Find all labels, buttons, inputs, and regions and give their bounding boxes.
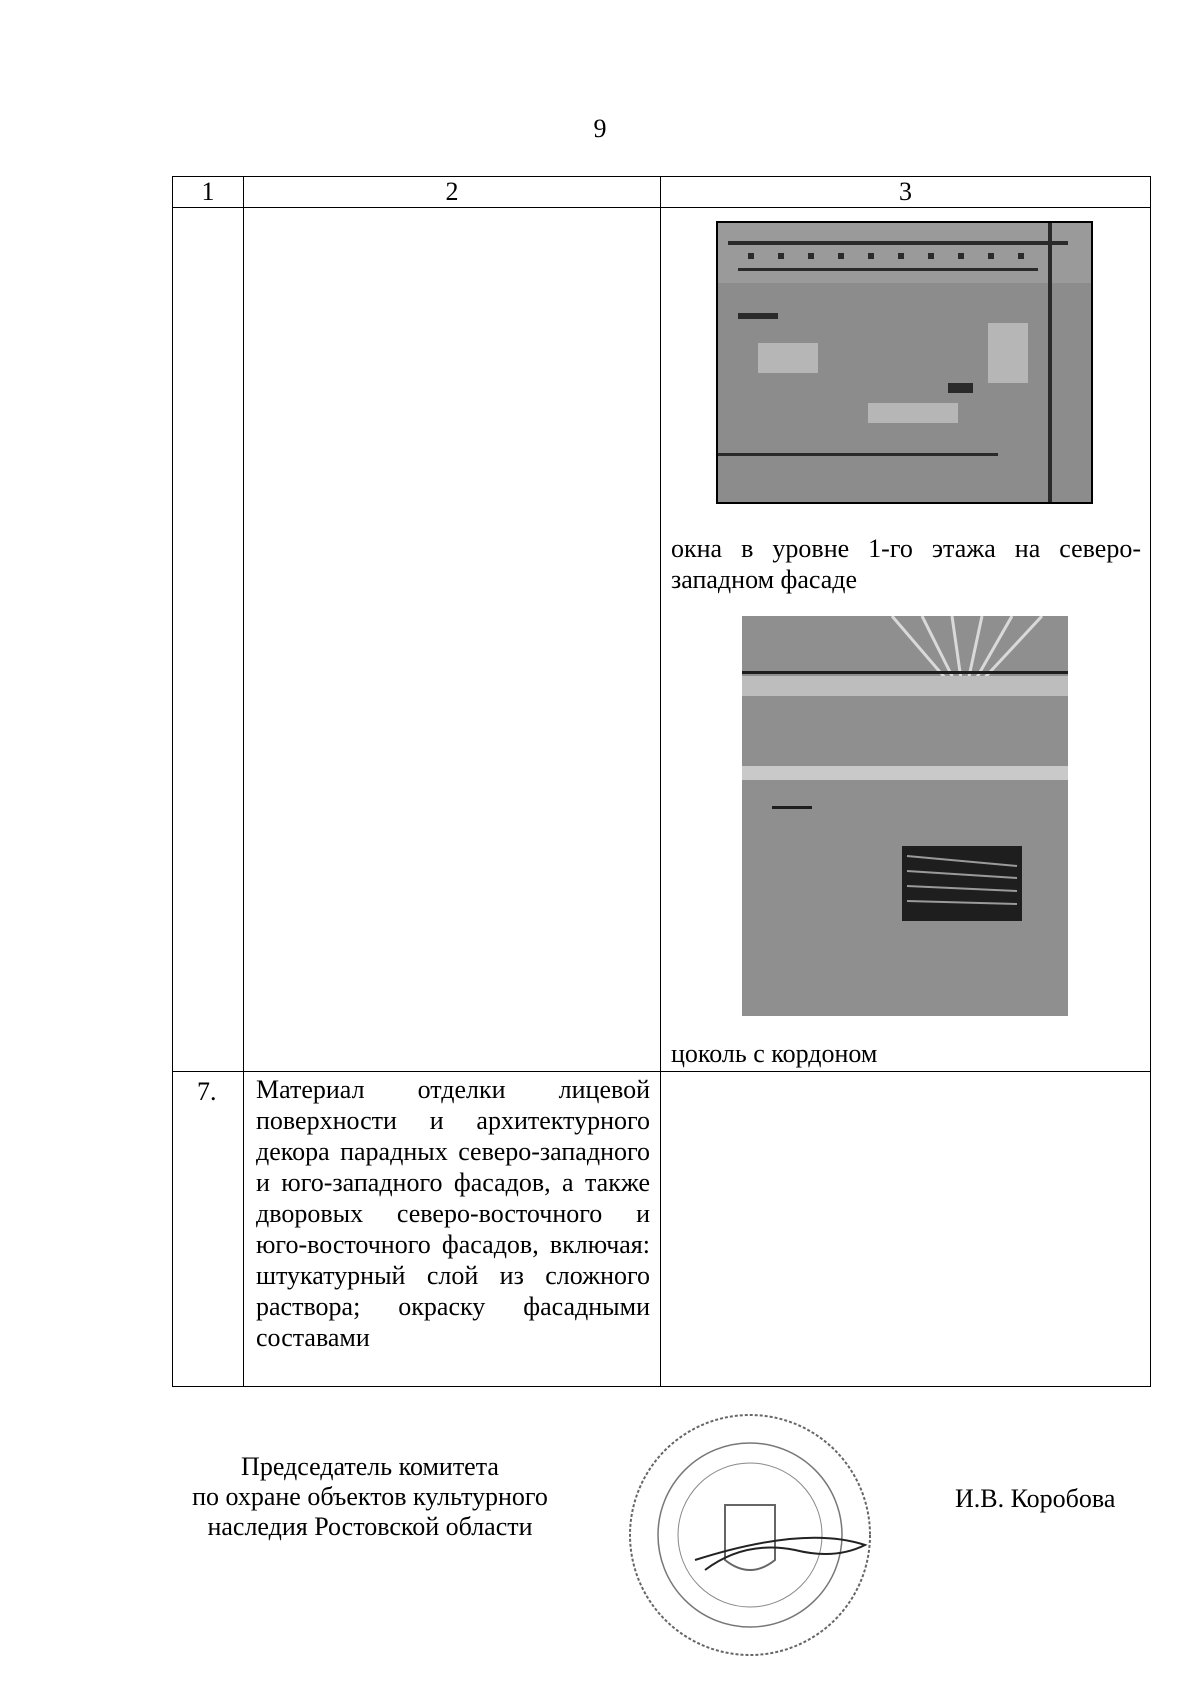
plinth-cornice-photo — [742, 616, 1068, 1016]
photo-caption-2: цоколь с кордоном — [671, 1039, 878, 1068]
plinth-cornice-image — [742, 616, 1068, 1016]
signatory-name: И.В. Коробова — [955, 1484, 1116, 1513]
header-col-1: 1 — [173, 177, 244, 208]
handwritten-signature-icon — [695, 1538, 865, 1570]
table-header-row — [173, 177, 1151, 208]
facade-windows-image — [718, 223, 1091, 502]
header-col-3: 3 — [661, 177, 1151, 208]
row-number: 7. — [173, 1072, 244, 1387]
table-row-photos — [173, 208, 1151, 1072]
position-line-2: по охране объектов культурного — [192, 1482, 548, 1511]
row-photo-cell — [661, 1072, 1151, 1387]
empty-description-cell — [244, 208, 661, 1072]
official-stamp — [625, 1410, 875, 1660]
empty-number-cell — [173, 208, 244, 1072]
table-row-7 — [173, 1072, 1151, 1387]
signatory-position — [170, 1452, 570, 1542]
monument-subject-table — [172, 176, 1151, 1387]
position-line-1: Председатель комитета — [241, 1452, 499, 1481]
row-description: Материал отделки лицевой поверхности и архитектурного декора парадных северо-западного и юго-западного фасадов, а также дворовых северо-восточного и юго-восточного фасадов, включая: штукатурный слой из сложного раствора; окраску фасадными составами — [244, 1072, 661, 1387]
header-col-2: 2 — [244, 177, 661, 208]
photo-caption-1: окна в уровне 1-го этажа на северо-западном фасаде — [671, 534, 1141, 594]
page-number: 9 — [593, 114, 607, 143]
position-line-3: наследия Ростовской области — [207, 1512, 533, 1541]
coat-of-arms-icon — [725, 1505, 775, 1570]
facade-windows-photo — [716, 221, 1093, 504]
photo-cell — [661, 208, 1151, 1072]
